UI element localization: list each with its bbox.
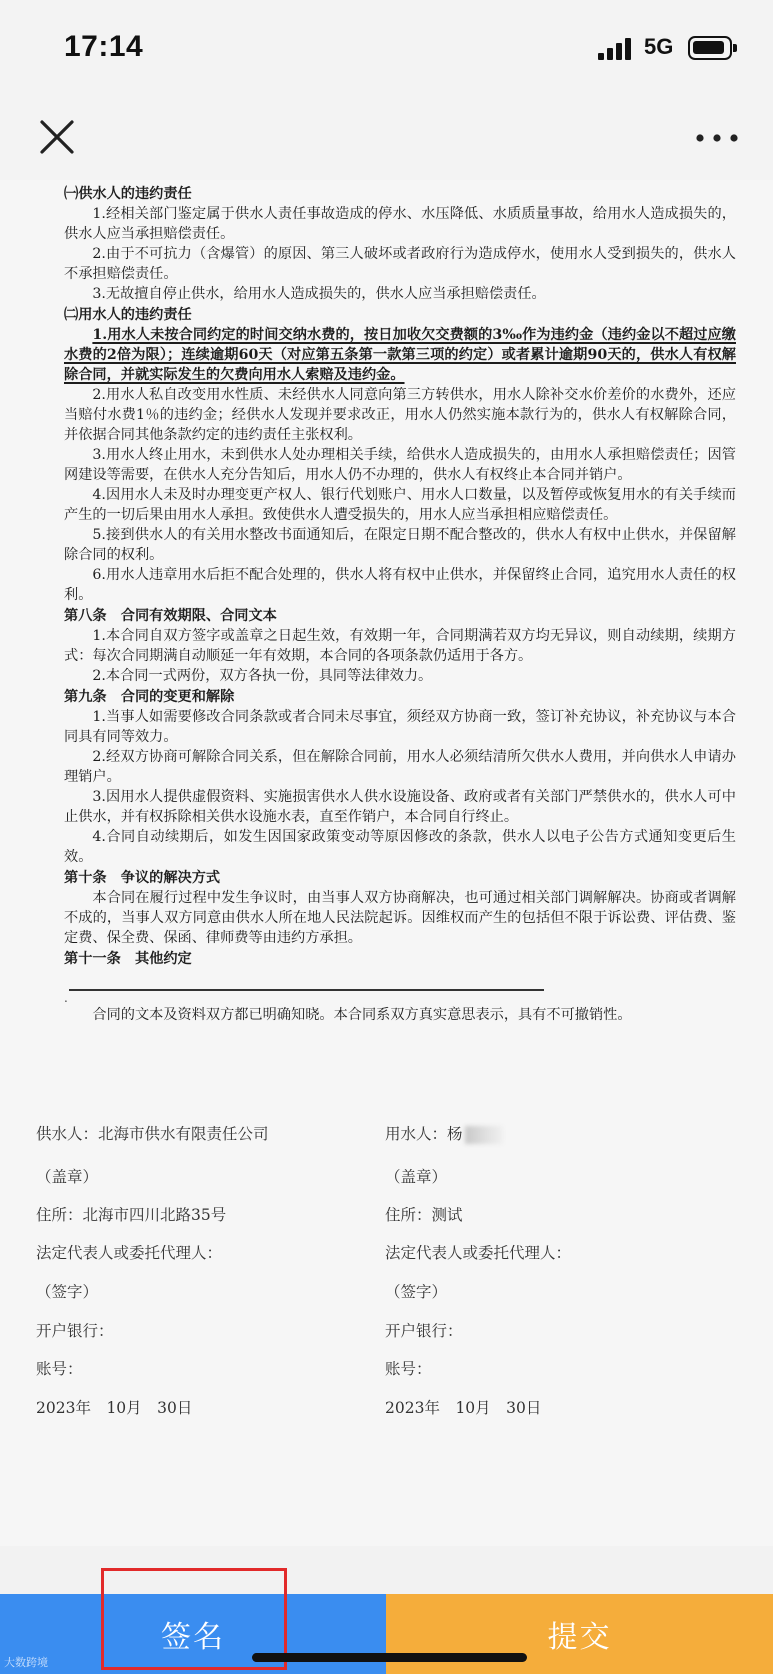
contract-clause: 5.接到供水人的有关用水整改书面通知后，在限定日期不配合整改的，供水人有权中止供水，并保留解除合同的权利。 [64, 527, 736, 563]
signal-icon [598, 38, 632, 60]
nav-bar [0, 100, 773, 180]
network-type: 5G [644, 34, 674, 59]
watermark: 大数跨境 [4, 1657, 48, 1669]
user-name-row [385, 1122, 503, 1144]
contract-clause: 3.无故擅自停止供水，给用水人造成损失的，供水人应当承担赔偿责任。 [92, 286, 546, 302]
supplier-name: 供水人：北海市供水有限责任公司 [36, 1125, 269, 1143]
supplier-address: 住所：北海市四川北路35号 [36, 1206, 227, 1224]
supplier-date: 2023年 10月 30日 [36, 1399, 193, 1417]
user-date: 2023年 10月 30日 [385, 1399, 542, 1417]
contract-document[interactable] [0, 180, 773, 1546]
contract-clause: 3.用水人终止用水，未到供水人处办理相关手续，给供水人造成损失的，由用水人承担赔偿责任；因管网建设等需要，在供水人充分告知后，用水人仍不办理的，供水人有权终止本合同并销户。 [64, 447, 736, 483]
section-heading: ㈡用水人的违约责任 [64, 307, 192, 323]
status-time: 17:14 [64, 30, 144, 63]
supplier-rep-label: 法定代表人或委托代理人： [36, 1244, 223, 1262]
contract-clause: 6.用水人违章用水后拒不配合处理的，供水人将有权中止供水，并保留终止合同，追究用水人责任的权利。 [64, 567, 736, 603]
battery-icon [688, 36, 732, 60]
contract-clause: 4.合同自动续期后，如发生因国家政策变动等原因修改的条款，供水人以电子公告方式通知变更后生效。 [64, 829, 736, 865]
user-account: 账号： [385, 1360, 432, 1378]
contract-clause: 2.用水人私自改变用水性质、未经供水人同意向第三方转供水，用水人除补交水价差价的水费外，还应当赔付水费1％的违约金；经供水人发现并要求改正，用水人仍然实施本款行为的，供水人有权解除合同，并依据合同其他条款约定的违约责任主张权利。 [64, 387, 736, 443]
supplier-sign: （签字） [36, 1283, 99, 1301]
supplier-seal: （盖章） [36, 1168, 99, 1186]
section-heading: ㈠供水人的违约责任 [64, 186, 192, 202]
contract-clause: 3.因用水人提供虚假资料、实施损害供水人供水设施设备、政府或者有关部门严禁供水的，供水人可中止供水，并有权拆除相关供水设施水表，直至作销户，本合同自行终止。 [64, 789, 736, 825]
user-bank: 开户银行： [385, 1322, 463, 1340]
contract-clause: 1.本合同自双方签字或盖章之日起生效，有效期一年，合同期满若双方均无异议，则自动续期，续期方式：每次合同期满自动顺延一年有效期，本合同的各项条款仍适用于各方。 [64, 628, 736, 664]
contract-clause: 4.因用水人未及时办理变更产权人、银行代划账户、用水人口数量，以及暂停或恢复用水的有关手续而产生的一切后果由用水人承担。致使供水人遭受损失的，用水人应当承担相应赔偿责任。 [64, 487, 736, 523]
supplier-bank: 开户银行： [36, 1322, 114, 1340]
close-button[interactable] [36, 116, 80, 160]
home-indicator[interactable] [252, 1653, 527, 1662]
user-rep-label: 法定代表人或委托代理人： [385, 1244, 572, 1262]
contract-clause: 2.经双方协商可解除合同关系，但在解除合同前，用水人必须结清所欠供水人费用，并向供水人申请办理销户。 [64, 749, 736, 785]
contract-paragraphs [64, 184, 736, 969]
close-icon [36, 116, 80, 160]
redacted-name [465, 1126, 503, 1144]
supplier-account: 账号： [36, 1360, 83, 1378]
status-bar [0, 0, 773, 100]
sign-button[interactable]: 签名 [0, 1594, 386, 1674]
section-heading: 第十一条 其他约定 [64, 951, 192, 967]
section-heading: 第九条 合同的变更和解除 [64, 689, 235, 705]
section-heading: 第八条 合同有效期限、合同文本 [64, 608, 277, 624]
contract-clause: 2.本合同一式两份，双方各执一份，具同等法律效力。 [92, 668, 433, 684]
battery-level [693, 41, 724, 54]
user-sign: （签字） [385, 1283, 448, 1301]
contract-clause: 1.当事人如需要修改合同条款或者合同未尽事宜，须经双方协商一致，签订补充协议，补充协议与本合同具有同等效力。 [64, 709, 736, 745]
section-heading: 第十条 争议的解决方式 [64, 870, 221, 886]
more-icon [692, 120, 742, 156]
user-name: 用水人：杨 [385, 1125, 463, 1143]
dot-mark: . [64, 990, 68, 1005]
user-address: 住所：测试 [385, 1206, 463, 1224]
action-bar [0, 1594, 773, 1674]
user-seal: （盖章） [385, 1168, 448, 1186]
submit-button[interactable]: 提交 [386, 1594, 773, 1674]
contract-clause: 1.经相关部门鉴定属于供水人责任事故造成的停水、水压降低、水质质量事故，给用水人造成损失的，供水人应当承担赔偿责任。 [64, 206, 736, 242]
more-button[interactable] [692, 120, 742, 156]
contract-clause: 本合同在履行过程中发生争议时，由当事人双方协商解决，也可通过相关部门调解解决。协商或者调解不成的，当事人双方同意由供水人所在地人民法院起诉。因维权而产生的包括但不限于诉讼费、评估费、鉴定费、保全费、保函、律师费等由违约方承担。 [64, 890, 736, 946]
contract-clause: 1.用水人未按合同约定的时间交纳水费的，按日加收欠交费额的3‰作为违约金（违约金以不超过应缴水费的2倍为限）；连续逾期60天（对应第五条第一款第三项的约定）或者累计逾期90天的，供水人有权解除合同，并就实际发生的欠费向用水人索赔及违约金。 [64, 327, 736, 383]
contract-clause: 2.由于不可抗力（含爆管）的原因、第三人破坏或者政府行为造成停水，使用水人受到损失的，供水人不承担赔偿责任。 [64, 246, 736, 282]
final-statement: 合同的文本及资料双方都已明确知晓。本合同系双方真实意思表示，具有不可撤销性。 [92, 1006, 632, 1023]
contract-text [64, 183, 736, 1025]
